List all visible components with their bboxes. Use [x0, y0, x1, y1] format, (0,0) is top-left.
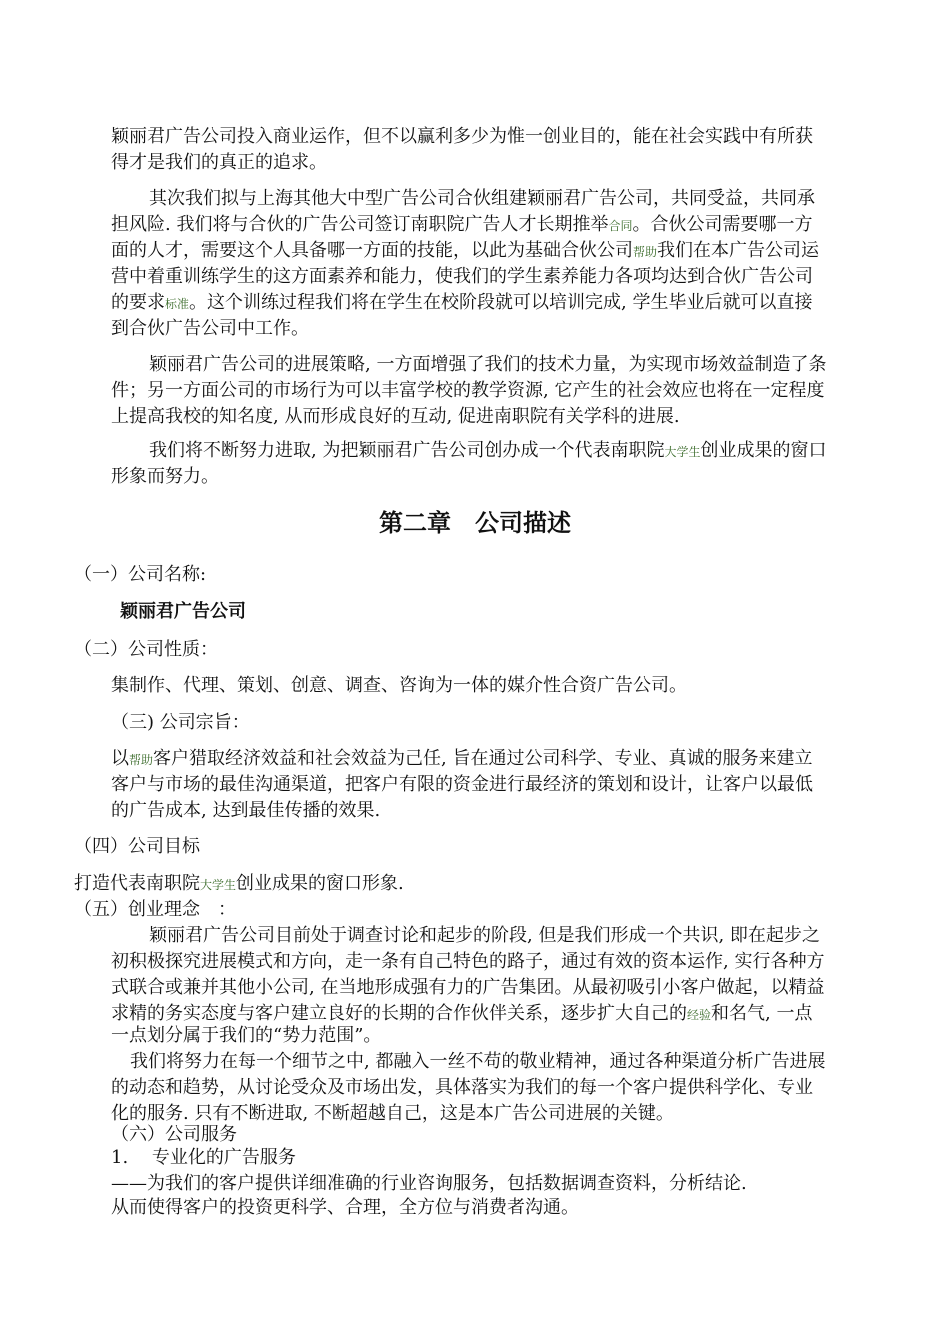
paragraph-line: 初积极探究进展模式和方向，走一条有自己特色的路子，通过有效的资本运作, 实行各种方 — [111, 951, 825, 972]
paragraph-line: 件；另一方面公司的市场行为可以丰富学校的教学资源, 它产生的社会效应也将在一定程度 — [111, 380, 825, 401]
paragraph-line — [149, 438, 826, 465]
text-run: 的要求 — [111, 292, 165, 313]
paragraph-line: 客户与市场的最佳沟通渠道，把客户有限的资金进行最经济的策划和设计，让客户以最低 — [111, 774, 813, 795]
text-run: 客户猎取经济效益和社会效益为己任, 旨在通过公司科学、专业、真诚的服务来建立 — [153, 748, 813, 769]
paragraph-line: 形象而努力。 — [111, 466, 219, 487]
text-run: 创业成果的窗口 — [700, 440, 827, 461]
paragraph-line: 颖丽君广告公司的进展策略, 一方面增强了我们的技术力量，为实现市场效益制造了条 — [149, 354, 827, 375]
paragraph-line — [111, 290, 812, 317]
paragraph-line: 我们将努力在每一个细节之中, 都融入一丝不苟的敬业精神，通过各种渠道分析广告进展 — [130, 1051, 826, 1072]
paragraph-line: 到合伙广告公司中工作。 — [111, 318, 309, 339]
paragraph-line: 颖丽君广告公司投入商业运作，但不以赢利多少为惟一创业目的，能在社会实践中有所获 — [111, 126, 813, 147]
keyword-tag: 标准 — [165, 297, 190, 311]
paragraph-line: 其次我们拟与上海其他大中型广告公司合伙组建颖丽君广告公司，共同受益，共同承 — [149, 188, 815, 209]
paragraph-line: 的动态和趋势，从讨论受众及市场出发，具体落实为我们的每一个客户提供科学化、专业 — [111, 1077, 813, 1098]
text-run: 以 — [111, 748, 129, 769]
paragraph-line: 营中着重训练学生的这方面素养和能力，使我们的学生素养能力各项均达到合伙广告公司 — [111, 266, 813, 287]
paragraph-line: 颖丽君广告公司目前处于调查讨论和起步的阶段, 但是我们形成一个共识, 即在起步之 — [149, 925, 820, 946]
text-run: 担风险. 我们将与合伙的广告公司签订南职院广告人才长期推举 — [111, 214, 609, 235]
section-heading: （四）公司目标 — [74, 836, 200, 857]
paragraph-line: 式联合或兼并其他小公司, 在当地形成强有力的广告集团。从最初吸引小客户做起，以精益 — [111, 977, 825, 998]
section-heading: （六）公司服务 — [111, 1124, 237, 1145]
paragraph-line: 从而使得客户的投资更科学、合理，全方位与消费者沟通。 — [111, 1197, 579, 1218]
paragraph-line — [111, 212, 812, 239]
keyword-tag: 大学生 — [200, 878, 237, 892]
text-run: 和名气, 一点 — [711, 1003, 813, 1024]
text-run: 我们将不断努力进取, 为把颖丽君广告公司创办成一个代表南职院 — [149, 440, 665, 461]
text-run: 面的人才，需要这个人具备哪一方面的技能，以此为基础合伙公司 — [111, 240, 633, 261]
paragraph-line: 得才是我们的真正的追求。 — [111, 152, 327, 173]
list-item: 1. 专业化的广告服务 — [111, 1147, 296, 1168]
paragraph-line: 的广告成本, 达到最佳传播的效果. — [111, 800, 381, 821]
paragraph-line — [74, 871, 404, 898]
section-heading: （三) 公司宗旨： — [111, 712, 250, 733]
text-run: 求精的务实态度与客户建立良好的长期的合作伙伴关系，逐步扩大自己的 — [111, 1003, 687, 1024]
section-body: 集制作、代理、策划、创意、调查、咨询为一体的媒介性合资广告公司。 — [111, 675, 687, 696]
keyword-tag: 经验 — [687, 1008, 712, 1022]
company-name: 颖丽君广告公司 — [120, 601, 246, 622]
keyword-tag: 合同 — [608, 219, 633, 233]
section-heading: （一）公司名称: — [74, 564, 207, 585]
text-run: 创业成果的窗口形象. — [236, 873, 404, 894]
keyword-tag: 大学生 — [664, 445, 701, 459]
paragraph-line — [111, 238, 819, 265]
text-run: 我们在本广告公司运 — [657, 240, 820, 261]
section-heading: （五）创业理念 ： — [74, 899, 236, 920]
keyword-tag: 帮助 — [129, 753, 154, 767]
section-heading: （二）公司性质： — [74, 639, 218, 660]
text-run: 。合伙公司需要哪一方 — [632, 214, 813, 235]
paragraph-line: ——为我们的客户提供详细准确的行业咨询服务，包括数据调查资料，分析结论. — [111, 1173, 747, 1194]
paragraph-line — [111, 746, 812, 773]
paragraph-line: 上提高我校的知名度, 从而形成良好的互动, 促进南职院有关学科的进展. — [111, 406, 680, 427]
chapter-title: 第二章 公司描述 — [379, 509, 571, 537]
paragraph-line: 化的服务. 只有不断进取, 不断超越自己，这是本广告公司进展的关键。 — [111, 1103, 674, 1124]
keyword-tag: 帮助 — [633, 245, 658, 259]
text-run: 。这个训练过程我们将在学生在校阶段就可以培训完成, 学生毕业后就可以直接 — [189, 292, 813, 313]
text-run: 打造代表南职院 — [74, 873, 200, 894]
paragraph-line: 一点划分属于我们的“势力范围”。 — [111, 1025, 382, 1046]
